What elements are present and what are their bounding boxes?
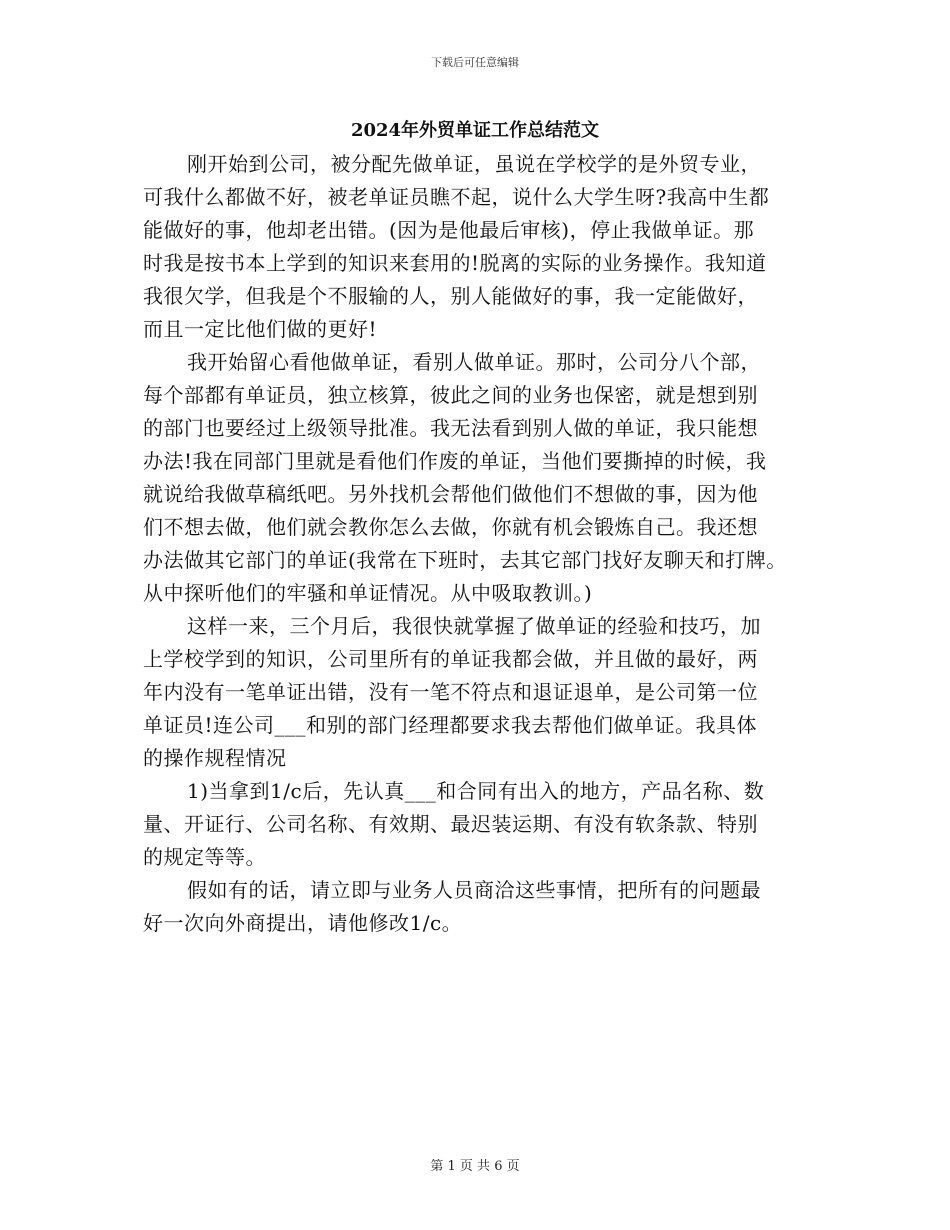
paragraph-line: 就说给我做草稿纸吧。另外找机会帮他们做他们不想做的事，因为他 (143, 482, 758, 506)
paragraph-line: 这样一来，三个月后，我很快就掌握了做单证的经验和技巧，加 (187, 614, 761, 638)
paragraph-line: 单证员!连公司___和别的部门经理都要求我去帮他们做单证。我具体 (143, 713, 758, 737)
paragraph-line: 们不想去做，他们就会教你怎么去做，你就有机会锻炼自己。我还想 (143, 515, 758, 539)
paragraph-line: 而且一定比他们做的更好! (143, 317, 378, 341)
paragraph-line: 量、开证行、公司名称、有效期、最迟装运期、有没有软条款、特别 (143, 812, 758, 836)
paragraph-line: 我很欠学，但我是个不服输的人，别人能做好的事，我一定能做好， (143, 284, 758, 308)
paragraph-line: 办法!我在同部门里就是看他们作废的单证，当他们要撕掉的时候，我 (143, 449, 767, 473)
paragraph-line: 1)当拿到1/c后，先认真___和合同有出入的地方，产品名称、数 (187, 779, 765, 803)
paragraph-line: 可我什么都做不好，被老单证员瞧不起，说什么大学生呀?我高中生都 (143, 185, 770, 209)
paragraph-line: 的规定等等。 (143, 845, 266, 869)
paragraph-line: 能做好的事，他却老出错。(因为是他最后审核)，停止我做单证。那 (143, 218, 755, 242)
paragraph-line: 的操作规程情况 (143, 746, 287, 770)
paragraph-line: 好一次向外商提出，请他修改1/c。 (143, 911, 463, 935)
paragraph-line: 假如有的话，请立即与业务人员商洽这些事情，把所有的问题最 (187, 878, 761, 902)
paragraph-line: 每个部都有单证员，独立核算，彼此之间的业务也保密，就是想到别 (143, 383, 758, 407)
paragraph-line: 办法做其它部门的单证(我常在下班时，去其它部门找好友聊天和打牌。 (143, 548, 787, 572)
paragraph-line: 我开始留心看他做单证，看别人做单证。那时，公司分八个部， (187, 350, 761, 374)
paragraph-line: 刚开始到公司，被分配先做单证，虽说在学校学的是外贸专业， (187, 152, 761, 176)
paragraph-line: 上学校学到的知识，公司里所有的单证我都会做，并且做的最好，两 (143, 647, 758, 671)
paragraph-line: 从中探听他们的牢骚和单证情况。从中吸取教训。) (143, 581, 593, 605)
paragraph-line: 的部门也要经过上级领导批准。我无法看到别人做的单证，我只能想 (143, 416, 758, 440)
paragraph-line: 年内没有一笔单证出错，没有一笔不符点和退证退单，是公司第一位 (143, 680, 758, 704)
page-number-footer: 第 1 页 共 6 页 (430, 1159, 520, 1174)
document-title: 2024年外贸单证工作总结范文 (350, 120, 600, 141)
header-note: 下载后可任意编辑 (431, 56, 519, 69)
paragraph-line: 时我是按书本上学到的知识来套用的!脱离的实际的业务操作。我知道 (143, 251, 767, 275)
document-body (143, 148, 823, 940)
